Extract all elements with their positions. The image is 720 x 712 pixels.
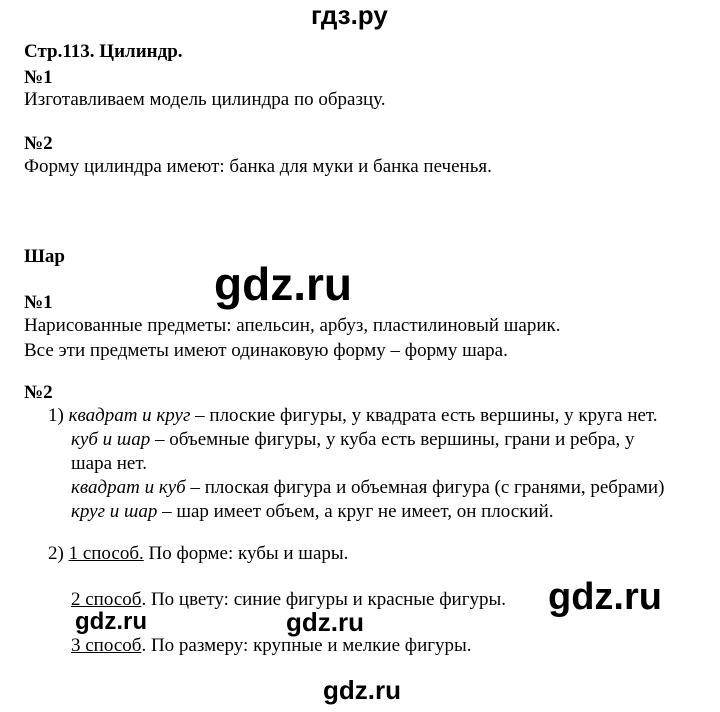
answer-text: . По цвету: синие фигуры и красные фигуры. <box>141 589 507 610</box>
gdz-watermark: gdz.ru <box>548 576 662 618</box>
list-item <box>71 500 554 524</box>
list-item <box>48 542 348 566</box>
page-title: Стр.113. Цилиндр. <box>24 41 183 62</box>
section-title: Шар <box>24 246 65 267</box>
list-item <box>71 476 664 500</box>
term: куб и шар <box>71 429 151 450</box>
term: квадрат и куб <box>71 477 186 498</box>
gdz-watermark: gdz.ru <box>323 675 401 705</box>
task-number: №2 <box>24 133 53 154</box>
answer-text: . По размеру: крупные и мелкие фигуры. <box>141 635 472 656</box>
method-label: 3 способ <box>71 635 142 656</box>
task-number: №1 <box>24 67 53 88</box>
list-item <box>48 404 658 428</box>
site-watermark-top: гдз.ру <box>311 0 388 30</box>
list-item <box>71 428 635 452</box>
list-number: 1) <box>48 405 64 426</box>
list-item <box>71 588 506 612</box>
method-label: 1 способ. <box>68 543 144 564</box>
task-number: №1 <box>24 292 53 313</box>
answer-text: По форме: кубы и шары. <box>143 543 349 564</box>
term: квадрат и круг <box>68 405 191 426</box>
answer-text: Форму цилиндра имеют: банка для муки и банка печенья. <box>24 156 492 177</box>
method-label: 2 способ <box>71 589 142 610</box>
answer-text: Изготавливаем модель цилиндра по образцу. <box>24 89 386 110</box>
term: круг и шар <box>71 501 158 522</box>
answer-text: – плоские фигуры, у квадрата есть вершины, у круга нет. <box>190 405 658 426</box>
answer-text: – объемные фигуры, у куба есть вершины, грани и ребра, у <box>150 429 635 450</box>
list-item <box>71 634 472 658</box>
answer-text: Нарисованные предметы: апельсин, арбуз, пластилиновый шарик. <box>24 315 561 336</box>
list-number: 2) <box>48 543 64 564</box>
gdz-watermark: gdz.ru <box>286 607 364 637</box>
task-number: №2 <box>24 382 53 403</box>
gdz-watermark: gdz.ru <box>214 258 352 310</box>
answer-text: – плоская фигура и объемная фигура (с гранями, ребрами) <box>185 477 665 498</box>
answer-text: Все эти предметы имеют одинаковую форму – форму шара. <box>24 340 508 361</box>
answer-text: – шар имеет объем, а круг не имеет, он плоский. <box>157 501 554 522</box>
gdz-watermark: gdz.ru <box>75 608 147 635</box>
answer-text: шара нет. <box>71 453 147 474</box>
